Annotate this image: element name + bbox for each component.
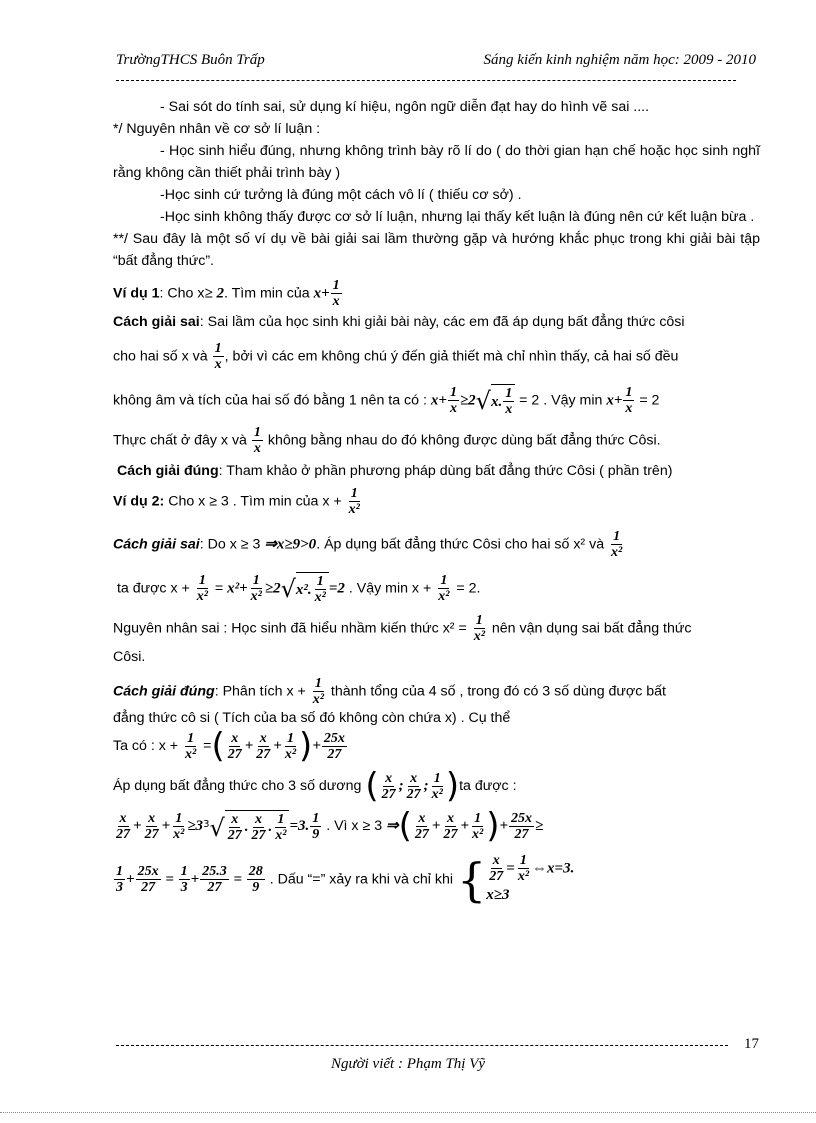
system-brace: { bbox=[456, 852, 487, 907]
math-sqrt: √ x. $\frac{1}{x}$ bbox=[476, 384, 516, 417]
math-frac-1-x2: $\frac{1}{\text{x²}}$ bbox=[250, 573, 262, 604]
footer-divider bbox=[116, 1045, 728, 1046]
header-title: Sáng kiến kinh nghiệm năm học: 2009 - 2010 bbox=[483, 52, 756, 68]
math-frac-1-x: $\frac{1}{x}$ bbox=[625, 385, 633, 416]
since-x: . Vì x ≥ 3 bbox=[326, 817, 383, 834]
apply-a: Áp dụng bất đẳng thức cho 3 số dương bbox=[113, 777, 362, 794]
example-1-cond: ≥ 2 bbox=[204, 285, 224, 302]
wrong-text-3a: không âm và tích của hai số đó bằng 1 nên ta có : bbox=[113, 392, 427, 409]
final-line: $\frac{1}{3}$ + $\frac{25x}{27}$ = $\frac{1}{3}$ + $\frac{25.3}{27}$ = $\frac{28}{9}$ . Dấu “=” xảy ra khi và chỉ khi { $\frac{x}{27}$ = $\frac{1}{\text{x²}}$ ⇔x=3. x≥3 bbox=[116, 852, 575, 907]
wrong-2-text-a: : Do x ≥ 3 bbox=[199, 536, 261, 553]
math-expr: x+ bbox=[430, 392, 447, 409]
wrong-label-2: Cách giải sai bbox=[113, 536, 200, 553]
line-nguyen-nhan: */ Nguyên nhân về cơ sở lí luận : bbox=[113, 121, 321, 137]
math-frac-1-x2: $\frac{1}{\text{x²}}$ bbox=[196, 573, 208, 604]
right-label-2: Cách giải đúng bbox=[113, 683, 215, 700]
wrong-2-l2a: ta được x + bbox=[116, 580, 190, 597]
right-text-1: : Tham khảo ở phần phương pháp dùng bất đẳng thức Côsi ( phần trên) bbox=[218, 463, 673, 479]
thuc-chat-a: Thực chất ở đây x và bbox=[113, 432, 247, 449]
math-sqrt: √ x². $\frac{1}{\text{x²}}$ bbox=[281, 572, 329, 605]
example-2-label: Ví dụ 2: bbox=[113, 493, 165, 510]
line-sau-day: **/ Sau đây là một số ví dụ về bài giải sai lầm thường gặp và hướng khắc phục trong khi giải bài tập “bất đẳng thức”. bbox=[113, 231, 760, 269]
right-label-1: Cách giải đúng bbox=[116, 463, 219, 479]
right-2-c: đẳng thức cô si ( Tích của ba số đó không còn chứa x) . Cụ thể bbox=[113, 710, 511, 726]
line-sai-sot: - Sai sót do tính sai, sử dụng kí hiệu, ngôn ngữ diễn đạt hay do hình vẽ sai .... bbox=[160, 99, 650, 115]
math-expr: = bbox=[210, 580, 228, 597]
wrong-solution-2 bbox=[113, 529, 760, 560]
wrong-text-1: : Sai lầm của học sinh khi giải bài này, các em đã áp dụng bất đẳng thức côsi bbox=[199, 314, 685, 330]
example-2-text: Cho x ≥ 3 . Tìm min của x + bbox=[168, 493, 342, 510]
math-frac-1-x2: $\frac{1}{\text{x²}}$ bbox=[438, 573, 450, 604]
line-hoc-sinh-tuong: -Học sinh cứ tưởng là đúng một cách vô lí ( thiếu cơ sở) . bbox=[160, 187, 522, 203]
math-frac-1-x2: $\frac{1}{\text{x²}}$ bbox=[473, 613, 485, 644]
cause-line bbox=[113, 613, 760, 644]
wrong-solution-1-line2 bbox=[113, 341, 760, 372]
wrong-2-text-b: . Áp dụng bất đẳng thức Côsi cho hai số x² và bbox=[316, 536, 605, 553]
wrong-solution-2-line2 bbox=[113, 572, 760, 605]
thuc-chat-line bbox=[113, 425, 760, 456]
apply-b: ta được : bbox=[459, 777, 517, 794]
ta-co-label: Ta có : x + bbox=[113, 737, 179, 754]
ta-co-line: Ta có : x + $\frac{1}{\text{x²}}$ =( $\frac{x}{27}$ + $\frac{x}{27}$ + $\frac{1}{\text{x²}}$ )+ $\frac{25x}{27}$ bbox=[113, 726, 345, 766]
math-x-plus: x+ bbox=[313, 285, 330, 302]
math-frac-1-x2: $\frac{1}{\text{x²}}$ bbox=[611, 529, 623, 560]
wrong-solution-1 bbox=[113, 311, 760, 333]
math-frac-1-x: $\frac{1}{x}$ bbox=[332, 278, 340, 309]
line-hoc-sinh-khong-thay: -Học sinh không thấy được cơ sở lí luận, nhưng lại thấy kết luận là đúng nên cứ kết luận bừa . bbox=[160, 209, 755, 225]
math-frac-1-x: $\frac{1}{x}$ bbox=[449, 385, 457, 416]
math-frac-1-x2: $\frac{1}{\text{x²}}$ bbox=[185, 730, 197, 762]
line-hoc-sinh-hieu: - Học sinh hiểu đúng, nhưng không trình bày rõ lí do ( do thời gian hạn chế hoặc học sinh nghĩ rằng không cần thiết phải trình bày ) bbox=[113, 143, 760, 181]
math-expr: ≥2 bbox=[264, 580, 281, 597]
example-2 bbox=[113, 486, 760, 517]
math-expr: ≥2 bbox=[459, 392, 476, 409]
equality-system: $\frac{x}{27}$ = $\frac{1}{\text{x²}}$ ⇔x=3. x≥3 bbox=[486, 853, 575, 903]
wrong-solution-1-line3 bbox=[113, 384, 760, 417]
wrong-2-l2b: . Vậy min x + bbox=[348, 580, 432, 597]
math-expr: = bbox=[199, 737, 212, 754]
right-2-a: : Phân tích x + bbox=[214, 683, 306, 700]
cauchy-line: $\frac{x}{27}$ + $\frac{x}{27}$ + $\frac{1}{\text{x²}}$ ≥3 $^3$√ $\frac{x}{27}$ . $\frac{x}{27}$ . $\frac{1}{\text{x²}}$ =3. $\frac{1}{9}$ . Vì x ≥ 3 ⇒( $\frac{x}{27}$ + $\frac{x}{27}$ + $\frac{1}{\text{x²}}$ )+ $\frac{25x}{27}$ ≥ bbox=[116, 806, 544, 846]
cause-b: nên vận dụng sai bất đẳng thức bbox=[491, 620, 692, 637]
right-solution-1 bbox=[113, 460, 760, 482]
apply-line: Áp dụng bất đẳng thức cho 3 số dương ( $\frac{x}{27}$ ; $\frac{x}{27}$ ; $\frac{1}{\text{x²}}$ )ta được : bbox=[113, 766, 517, 806]
math-expr: x²+ bbox=[227, 580, 248, 597]
footer-author: Người viết : Phạm Thị Vỹ bbox=[330, 1056, 486, 1072]
right-solution-2 bbox=[113, 676, 760, 707]
right-2-b: thành tổng của 4 số , trong đó có 3 số dùng được bất bbox=[330, 683, 666, 700]
wrong-label-1: Cách giải sai bbox=[113, 314, 200, 330]
example-1-text2: . Tìm min của bbox=[223, 285, 310, 302]
math-expr: = 2 bbox=[635, 392, 660, 409]
math-expr: ⇒x≥9>0 bbox=[264, 536, 317, 553]
math-frac-1-x: $\frac{1}{x}$ bbox=[214, 341, 222, 372]
math-expr: x+ bbox=[606, 392, 623, 409]
thuc-chat-b: không bằng nhau do đó không được dùng bất đẳng thức Côsi. bbox=[267, 432, 661, 449]
document-body bbox=[113, 96, 760, 906]
example-1 bbox=[113, 278, 760, 309]
example-1-label: Ví dụ 1 bbox=[113, 285, 160, 302]
wrong-text-2a: cho hai số x và bbox=[113, 348, 208, 365]
math-expr: =2 bbox=[328, 580, 345, 597]
math-cube-root: $^3$√ $\frac{x}{27}$ . $\frac{x}{27}$ . $\frac{1}{\text{x²}}$ bbox=[203, 810, 289, 843]
wrong-text-3b: . Vậy min bbox=[543, 392, 603, 409]
page-number: 17 bbox=[744, 1036, 759, 1052]
header-school: TrườngTHCS Buôn Trấp bbox=[116, 52, 265, 68]
wrong-2-l2c: = 2. bbox=[456, 580, 481, 597]
math-frac-1-x: $\frac{1}{x}$ bbox=[253, 425, 261, 456]
math-frac-25x: $\frac{25x}{27}$ bbox=[323, 730, 345, 762]
cause-c: Côsi. bbox=[113, 649, 146, 665]
math-expr: = 2 bbox=[515, 392, 544, 409]
cause-a: Nguyên nhân sai : Học sinh đã hiểu nhầm kiến thức x² = bbox=[113, 620, 467, 637]
equality-text: . Dấu “=” xảy ra khi và chỉ khi bbox=[269, 871, 454, 888]
math-frac-1-x2: $\frac{1}{\text{x²}}$ bbox=[348, 486, 360, 517]
header-divider bbox=[116, 80, 736, 81]
wrong-text-2b: , bởi vì các em không chú ý đến giả thiết mà chỉ nhìn thấy, cả hai số đều bbox=[224, 348, 679, 365]
page-break-line bbox=[0, 1112, 816, 1113]
math-frac-1-x2: $\frac{1}{\text{x²}}$ bbox=[312, 676, 324, 707]
example-1-text: : Cho x bbox=[159, 285, 205, 302]
